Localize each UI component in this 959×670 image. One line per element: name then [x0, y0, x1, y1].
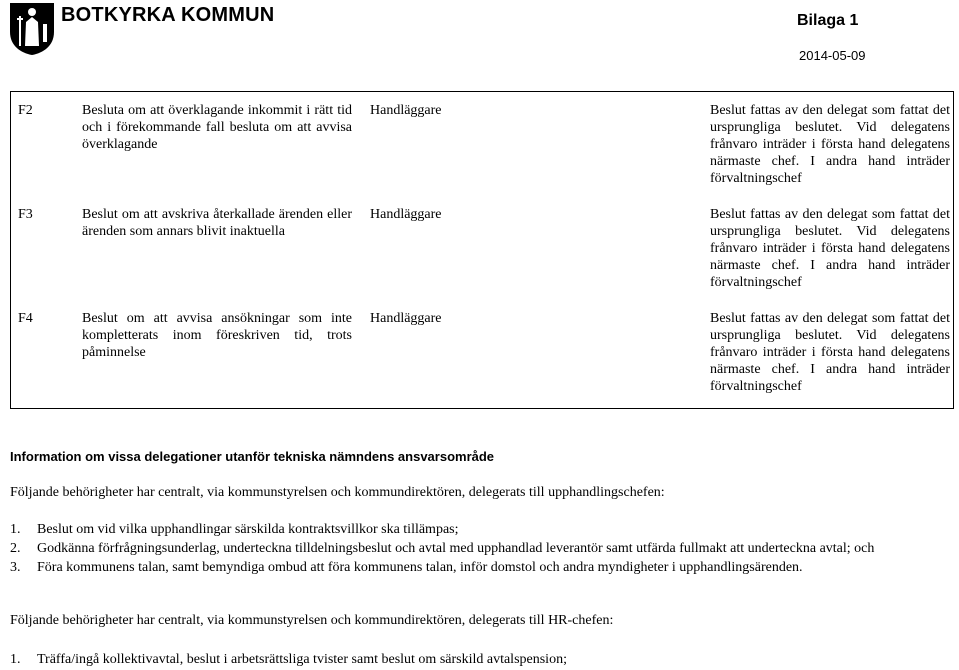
paragraph-upphandlingschef: Följande behörigheter har centralt, via kommunstyrelsen och kommundirektören, delegerats till upphandlingschefen: [10, 485, 665, 500]
list-item-number: 2. [10, 541, 21, 556]
row-description: Besluta om att överklagande inkommit i rätt tid och i förekommande fall besluta om att avvisa överklagande [82, 103, 352, 152]
list-item [10, 559, 950, 576]
paragraph-hr-chef: Följande behörigheter har centralt, via kommunstyrelsen och kommundirektören, delegerats till HR-chefen: [10, 613, 614, 628]
document-date: 2014-05-09 [799, 48, 866, 63]
row-note: Beslut fattas av den delegat som fattat det ursprungliga beslutet. Vid delegatens frånvaro inträder i första hand delegatens närmaste chef. I andra hand inträder förvaltningschef [710, 103, 950, 186]
list-item-text: Föra kommunens talan, samt bemyndiga ombud att föra kommunens talan, inför domstol och andra myndigheter i upphandlingsärenden. [37, 560, 803, 575]
row-code: F4 [18, 311, 33, 326]
list-item-text: Godkänna förfrågningsunderlag, underteckna tilldelningsbeslut och avtal med upphandlad leverantör samt utfärda fullmakt att underteckna avtal; och [37, 541, 875, 556]
list-item [10, 651, 950, 668]
list-upphandlingschef [10, 521, 950, 578]
row-delegate: Handläggare [370, 103, 442, 118]
table-row [10, 91, 955, 195]
delegation-table [10, 91, 955, 409]
section-heading: Information om vissa delegationer utanför tekniska nämndens ansvarsområde [10, 449, 495, 464]
row-note: Beslut fattas av den delegat som fattat det ursprungliga beslutet. Vid delegatens frånvaro inträder i första hand delegatens närmaste chef. I andra hand inträder förvaltningschef [710, 207, 950, 290]
list-item-number: 1. [10, 522, 21, 537]
list-item-number: 1. [10, 652, 21, 667]
row-delegate: Handläggare [370, 311, 442, 326]
document-label: Bilaga 1 [797, 12, 859, 29]
municipality-logo-text: BOTKYRKA KOMMUN [61, 4, 275, 26]
row-note: Beslut fattas av den delegat som fattat det ursprungliga beslutet. Vid delegatens frånvaro inträder i första hand delegatens närmaste chef. I andra hand inträder förvaltningschef [710, 311, 950, 394]
row-description: Beslut om att avskriva återkallade ärenden eller ärenden som annars blivit inaktuella [82, 207, 352, 239]
list-item-number: 3. [10, 560, 21, 575]
table-row [10, 195, 955, 299]
list-item-text: Beslut om vid vilka upphandlingar särskilda kontraktsvillkor ska tillämpas; [37, 522, 459, 537]
list-item-text: Träffa/ingå kollektivavtal, beslut i arbetsrättsliga tvister samt beslut om särskild avtalspension; [37, 652, 567, 667]
coat-of-arms-icon [9, 2, 55, 56]
list-hr-chef [10, 651, 950, 670]
row-code: F3 [18, 207, 33, 222]
list-item [10, 521, 950, 538]
row-description: Beslut om att avvisa ansökningar som inte kompletterats inom föreskriven tid, trots påminnelse [82, 311, 352, 360]
table-row [10, 299, 955, 409]
page-header [0, 0, 959, 80]
row-delegate: Handläggare [370, 207, 442, 222]
list-item [10, 540, 950, 557]
row-code: F2 [18, 103, 33, 118]
